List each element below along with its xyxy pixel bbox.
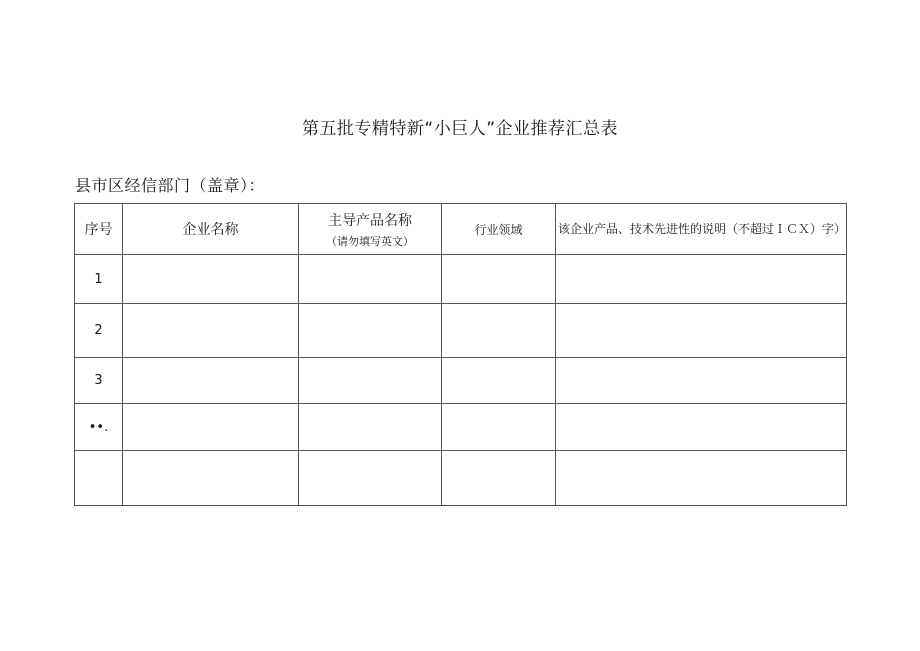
industry-cell[interactable] <box>442 404 556 451</box>
header-main-product-note: （请勿填写英文） <box>326 234 414 248</box>
description-cell[interactable] <box>556 358 847 404</box>
company-name-cell[interactable] <box>123 255 299 304</box>
industry-cell[interactable] <box>442 255 556 304</box>
company-name-cell[interactable] <box>123 304 299 358</box>
main-product-cell[interactable] <box>299 451 442 506</box>
table-header-row <box>75 204 847 255</box>
main-product-cell[interactable] <box>299 358 442 404</box>
main-product-cell[interactable] <box>299 304 442 358</box>
table-row <box>75 304 847 358</box>
company-name-cell[interactable] <box>123 358 299 404</box>
main-product-cell[interactable] <box>299 255 442 304</box>
table-row <box>75 404 847 451</box>
header-main-product-label: 主导产品名称 <box>328 212 412 229</box>
description-cell[interactable] <box>556 255 847 304</box>
department-seal-label: 县市区经信部门（盖章）： <box>75 176 266 195</box>
table-row <box>75 451 847 506</box>
industry-cell[interactable] <box>442 358 556 404</box>
header-industry: 行业领域 <box>442 204 556 255</box>
industry-cell[interactable] <box>442 451 556 506</box>
row-seq-cell[interactable]: ••. <box>75 404 123 451</box>
recommendation-summary-table <box>74 203 847 506</box>
company-name-cell[interactable] <box>123 451 299 506</box>
industry-cell[interactable] <box>442 304 556 358</box>
main-product-cell[interactable] <box>299 404 442 451</box>
row-seq-cell[interactable]: 1 <box>75 255 123 304</box>
header-company-name: 企业名称 <box>123 204 299 255</box>
description-cell[interactable] <box>556 304 847 358</box>
table-row <box>75 255 847 304</box>
row-seq-cell[interactable]: 3 <box>75 358 123 404</box>
document-title: 第五批专精特新“小巨人”企业推荐汇总表 <box>301 119 619 139</box>
header-seq: 序号 <box>75 204 123 255</box>
company-name-cell[interactable] <box>123 404 299 451</box>
row-seq-cell[interactable]: 2 <box>75 304 123 358</box>
description-cell[interactable] <box>556 404 847 451</box>
row-seq-cell[interactable] <box>75 451 123 506</box>
header-tech-description: 该企业产品、技术先进性的说明（不超过ＩＣＸ）字） <box>556 204 847 255</box>
table-row <box>75 358 847 404</box>
header-main-product <box>299 204 442 255</box>
description-cell[interactable] <box>556 451 847 506</box>
